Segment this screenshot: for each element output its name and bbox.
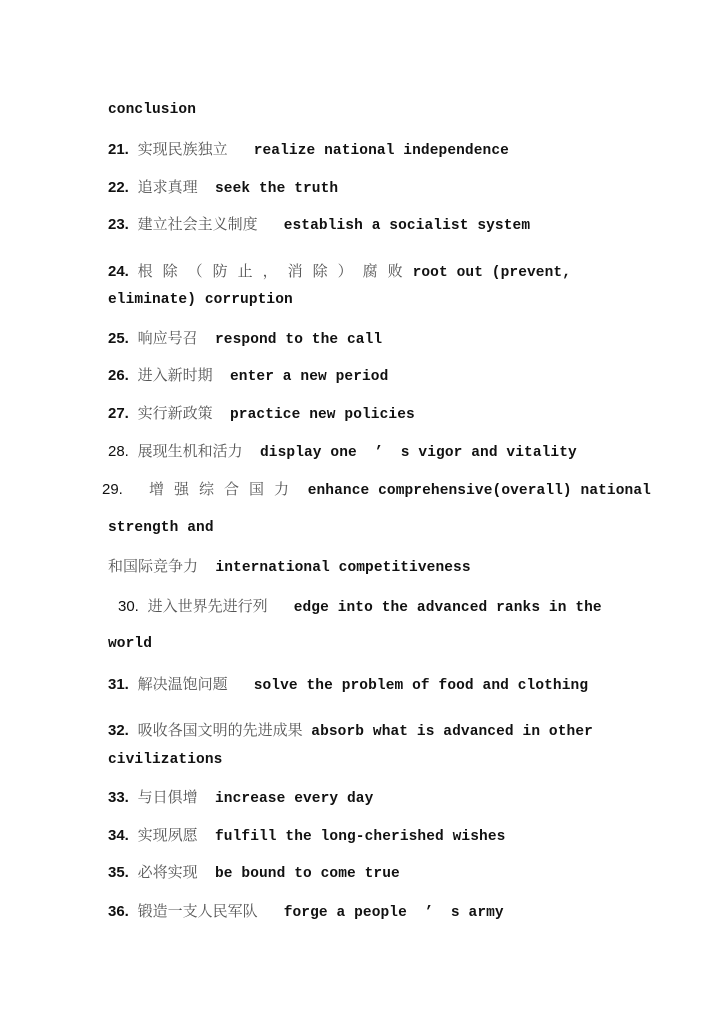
- item-number: 22.: [108, 179, 129, 196]
- list-item: [108, 787, 373, 807]
- item-number: 26.: [108, 367, 129, 384]
- text-line: [108, 100, 196, 120]
- chinese-phrase: 实行新政策: [137, 404, 213, 422]
- item-number: 34.: [108, 827, 129, 844]
- chinese-phrase: 追求真理: [137, 178, 198, 196]
- english-phrase: establish a socialist system: [283, 218, 531, 234]
- item-number: 27.: [108, 405, 129, 422]
- list-item: [118, 596, 602, 616]
- list-item: [108, 365, 388, 385]
- english-phrase: increase every day: [214, 791, 374, 807]
- item-number: 24.: [108, 263, 129, 280]
- text-line: [108, 556, 471, 576]
- english-phrase: conclusion: [108, 102, 197, 118]
- item-number: 35.: [108, 864, 129, 881]
- english-phrase: forge a people ’ s army: [283, 905, 504, 921]
- english-phrase: respond to the call: [214, 332, 383, 348]
- item-number: 31.: [108, 676, 129, 693]
- item-number: 30.: [118, 598, 139, 615]
- chinese-phrase: 进入新时期: [137, 366, 213, 384]
- english-phrase: realize national independence: [253, 143, 509, 159]
- chinese-phrase: 展现生机和活力: [137, 442, 243, 460]
- item-number: 28.: [108, 443, 129, 460]
- english-phrase: edge into the advanced ranks in the: [293, 600, 602, 616]
- english-phrase: seek the truth: [214, 181, 339, 197]
- english-phrase: civilizations: [108, 752, 223, 768]
- list-item: [108, 403, 415, 423]
- chinese-phrase: 根除（防止，消除）腐败: [137, 262, 413, 280]
- english-phrase: practice new policies: [229, 407, 415, 423]
- chinese-phrase: 实现民族独立: [137, 140, 228, 158]
- list-item: [108, 177, 338, 197]
- item-number: 29.: [102, 481, 123, 498]
- chinese-phrase: 解决温饱问题: [137, 675, 228, 693]
- english-phrase: enhance comprehensive(overall) national: [307, 483, 651, 499]
- item-number: 36.: [108, 903, 129, 920]
- english-phrase: display one ’ s vigor and vitality: [259, 445, 577, 461]
- chinese-phrase: 吸收各国文明的先进成果: [137, 721, 303, 739]
- chinese-phrase: 与日俱增: [137, 788, 198, 806]
- item-number: 25.: [108, 330, 129, 347]
- list-item: [108, 441, 577, 461]
- english-phrase: fulfill the long-cherished wishes: [214, 829, 506, 845]
- list-item: [108, 261, 571, 281]
- item-number: 32.: [108, 722, 129, 739]
- text-line: [108, 750, 222, 770]
- list-item: [108, 862, 400, 882]
- english-phrase: solve the problem of food and clothing: [253, 678, 589, 694]
- chinese-phrase: 实现夙愿: [137, 826, 198, 844]
- english-phrase: root out (prevent,: [412, 265, 572, 281]
- item-number: 21.: [108, 141, 129, 158]
- chinese-phrase: 必将实现: [137, 863, 198, 881]
- english-phrase: be bound to come true: [214, 866, 400, 882]
- chinese-phrase: 响应号召: [137, 329, 198, 347]
- english-phrase: absorb what is advanced in other: [311, 724, 593, 740]
- english-phrase: eliminate) corruption: [108, 292, 293, 308]
- english-phrase: strength and: [108, 520, 214, 536]
- chinese-phrase: 建立社会主义制度: [137, 215, 258, 233]
- chinese-phrase: 进入世界先进行列: [147, 597, 268, 615]
- text-line: [108, 518, 214, 538]
- chinese-phrase: 增强综合国力: [148, 480, 299, 498]
- list-item: [108, 825, 505, 845]
- english-phrase: international competitiveness: [215, 560, 471, 576]
- text-line: [108, 290, 293, 310]
- list-item: [108, 720, 593, 740]
- list-item: [108, 328, 382, 348]
- chinese-phrase: 和国际竞争力: [108, 557, 199, 575]
- list-item: [108, 139, 509, 159]
- item-number: 23.: [108, 216, 129, 233]
- list-item: [108, 901, 504, 921]
- english-phrase: world: [108, 636, 153, 652]
- chinese-phrase: 锻造一支人民军队: [137, 902, 258, 920]
- list-item: [108, 214, 530, 234]
- english-phrase: enter a new period: [229, 369, 389, 385]
- text-line: [108, 634, 152, 654]
- list-item: [102, 479, 651, 499]
- list-item: [108, 674, 588, 694]
- item-number: 33.: [108, 789, 129, 806]
